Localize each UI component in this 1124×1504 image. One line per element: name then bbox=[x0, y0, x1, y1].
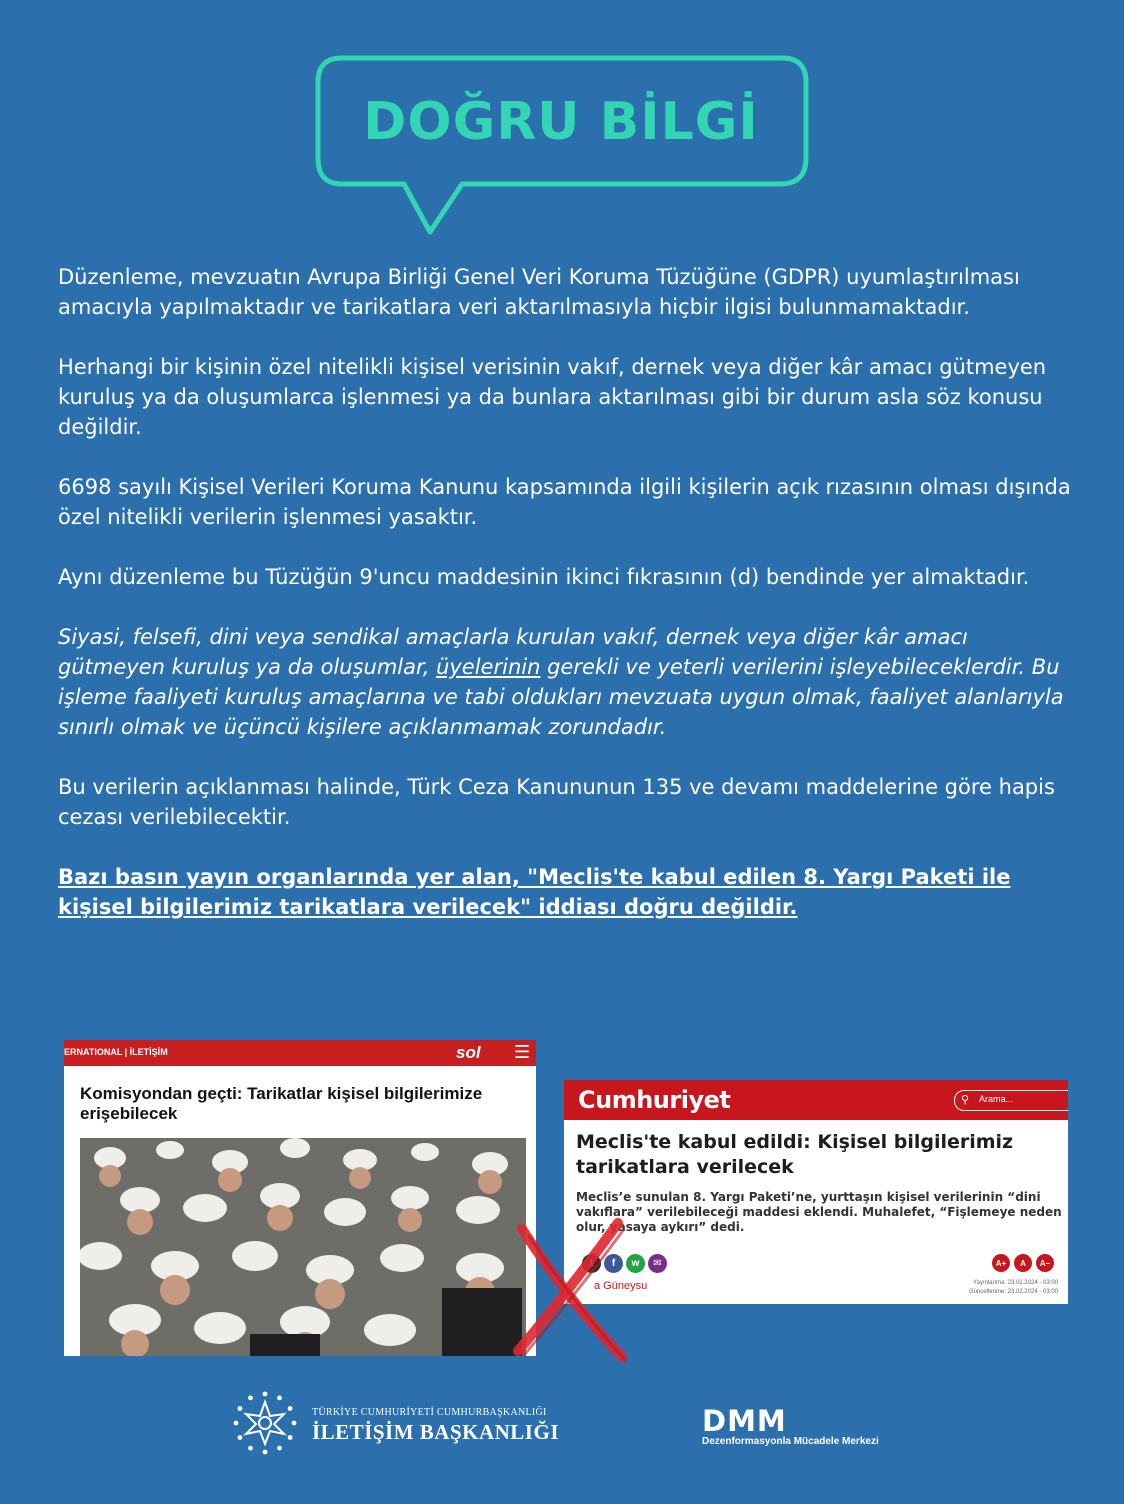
quote-paragraph bbox=[58, 622, 1078, 742]
twitter-icon: t bbox=[582, 1254, 601, 1273]
false-claim-x-icon bbox=[500, 1215, 640, 1365]
quote-underlined: üyelerinin bbox=[436, 655, 541, 679]
news-section-label: ERNATIONAL | İLETİŞİM bbox=[64, 1047, 168, 1057]
whatsapp-icon: w bbox=[626, 1254, 645, 1273]
search-placeholder: Arama... bbox=[979, 1094, 1014, 1104]
quote-text: gerekli ve yeterli verilerini işleyebileceklerdir. Bu işleme faaliyeti kuruluş amaçlarına ve tabi oldukları mevzuata uygun olmak, faaliyet alanlarıyla sınırlı olmak ve üçüncü kişilere açıklanmamak zorundadır. bbox=[58, 655, 1064, 739]
search-icon: ⚲ bbox=[961, 1094, 970, 1106]
published-date: Yayınlanma: 23.02.2024 - 03:00 bbox=[973, 1280, 1058, 1286]
mail-icon: ✉ bbox=[648, 1254, 667, 1273]
news-dates bbox=[924, 1279, 1058, 1297]
news-headline: Komisyondan geçti: Tarikatlar kişisel bilgilerimize erişebilecek bbox=[80, 1084, 483, 1123]
news-logo: Cumhuriyet bbox=[578, 1086, 731, 1114]
font-decrease-icon: A− bbox=[1036, 1254, 1054, 1272]
crowd-photo bbox=[80, 1138, 526, 1356]
dmm-logo-text: Dezenformasyonla Mücadele Merkezi bbox=[702, 1436, 879, 1447]
dmm-logo: DMM bbox=[702, 1404, 787, 1438]
claim-statement: Bazı basın yayın organlarında yer alan, "Meclis'te kabul edilen 8. Yargı Paketi ile kişisel bilgilerimiz tarikatlara verilecek" iddiası doğru değildir. bbox=[58, 865, 1011, 919]
menu-icon: ☰ bbox=[514, 1042, 531, 1062]
body-text bbox=[58, 262, 1078, 952]
page-title: DOĞRU BİLGİ bbox=[363, 92, 759, 152]
paragraph: Herhangi bir kişinin özel nitelikli kişisel verisinin vakıf, dernek veya diğer kâr amacı gütmeyen kuruluş ya da oluşumlarca işlenmesi ya da bunlara aktarılması gibi bir durum asla söz konusu değildir. bbox=[58, 355, 1047, 439]
news-summary: Meclis’e sunulan 8. Yargı Paketi’ne, yurttaşın kişisel verilerinin “dini vakıflara” verilebileceği maddesi eklendi. Muhalefet, “Fişlemeye neden olur, yasaya aykırı” dedi. bbox=[576, 1190, 1062, 1234]
star-emblem-icon bbox=[232, 1390, 298, 1456]
institution-title: İLETİŞİM BAŞKANLIĞI bbox=[312, 1420, 559, 1444]
news-screenshot-left bbox=[64, 1040, 536, 1356]
search-input bbox=[954, 1090, 1068, 1111]
font-size-controls bbox=[992, 1254, 1054, 1272]
paragraph: Aynı düzenleme bu Tüzüğün 9'uncu maddesinin ikinci fıkrasının (d) bendinde yer almaktadır. bbox=[58, 565, 1030, 589]
paragraph: 6698 sayılı Kişisel Verileri Koruma Kanunu kapsamında ilgili kişilerin açık rızasının olması dışında özel nitelikli verilerin işlenmesi yasaktır. bbox=[58, 475, 1071, 529]
quote-text: Siyasi, felsefi, dini veya sendikal amaçlarla kurulan vakıf, dernek veya diğer kâr amacı gütmeyen kuruluş ya da oluşumlar, bbox=[58, 625, 968, 679]
font-increase-icon: A+ bbox=[992, 1254, 1010, 1272]
closing-paragraph: Bu verilerin açıklanması halinde, Türk Ceza Kanununun 135 ve devamı maddelerine göre hapis cezası verilebilecektir. bbox=[58, 775, 1055, 829]
institution-subtitle: TÜRKİYE CUMHURİYETİ CUMHURBAŞKANLIĞI bbox=[312, 1407, 547, 1418]
news-author: a Güneysu bbox=[594, 1280, 648, 1292]
updated-date: Güncellenme: 23.02.2024 - 03:00 bbox=[968, 1289, 1058, 1295]
font-reset-icon: A bbox=[1014, 1254, 1032, 1272]
paragraph: Düzenleme, mevzuatın Avrupa Birliği Genel Veri Koruma Tüzüğüne (GDPR) uyumlaştırılması amacıyla yapılmaktadır ve tarikatlara veri aktarılmasıyla hiçbir ilgisi bulunmamaktadır. bbox=[58, 265, 1020, 319]
news-headline: Meclis'te kabul edildi: Kişisel bilgilerimiz tarikatlara verilecek bbox=[576, 1131, 1014, 1178]
facebook-icon: f bbox=[604, 1254, 623, 1273]
news-logo: sol bbox=[456, 1043, 481, 1062]
